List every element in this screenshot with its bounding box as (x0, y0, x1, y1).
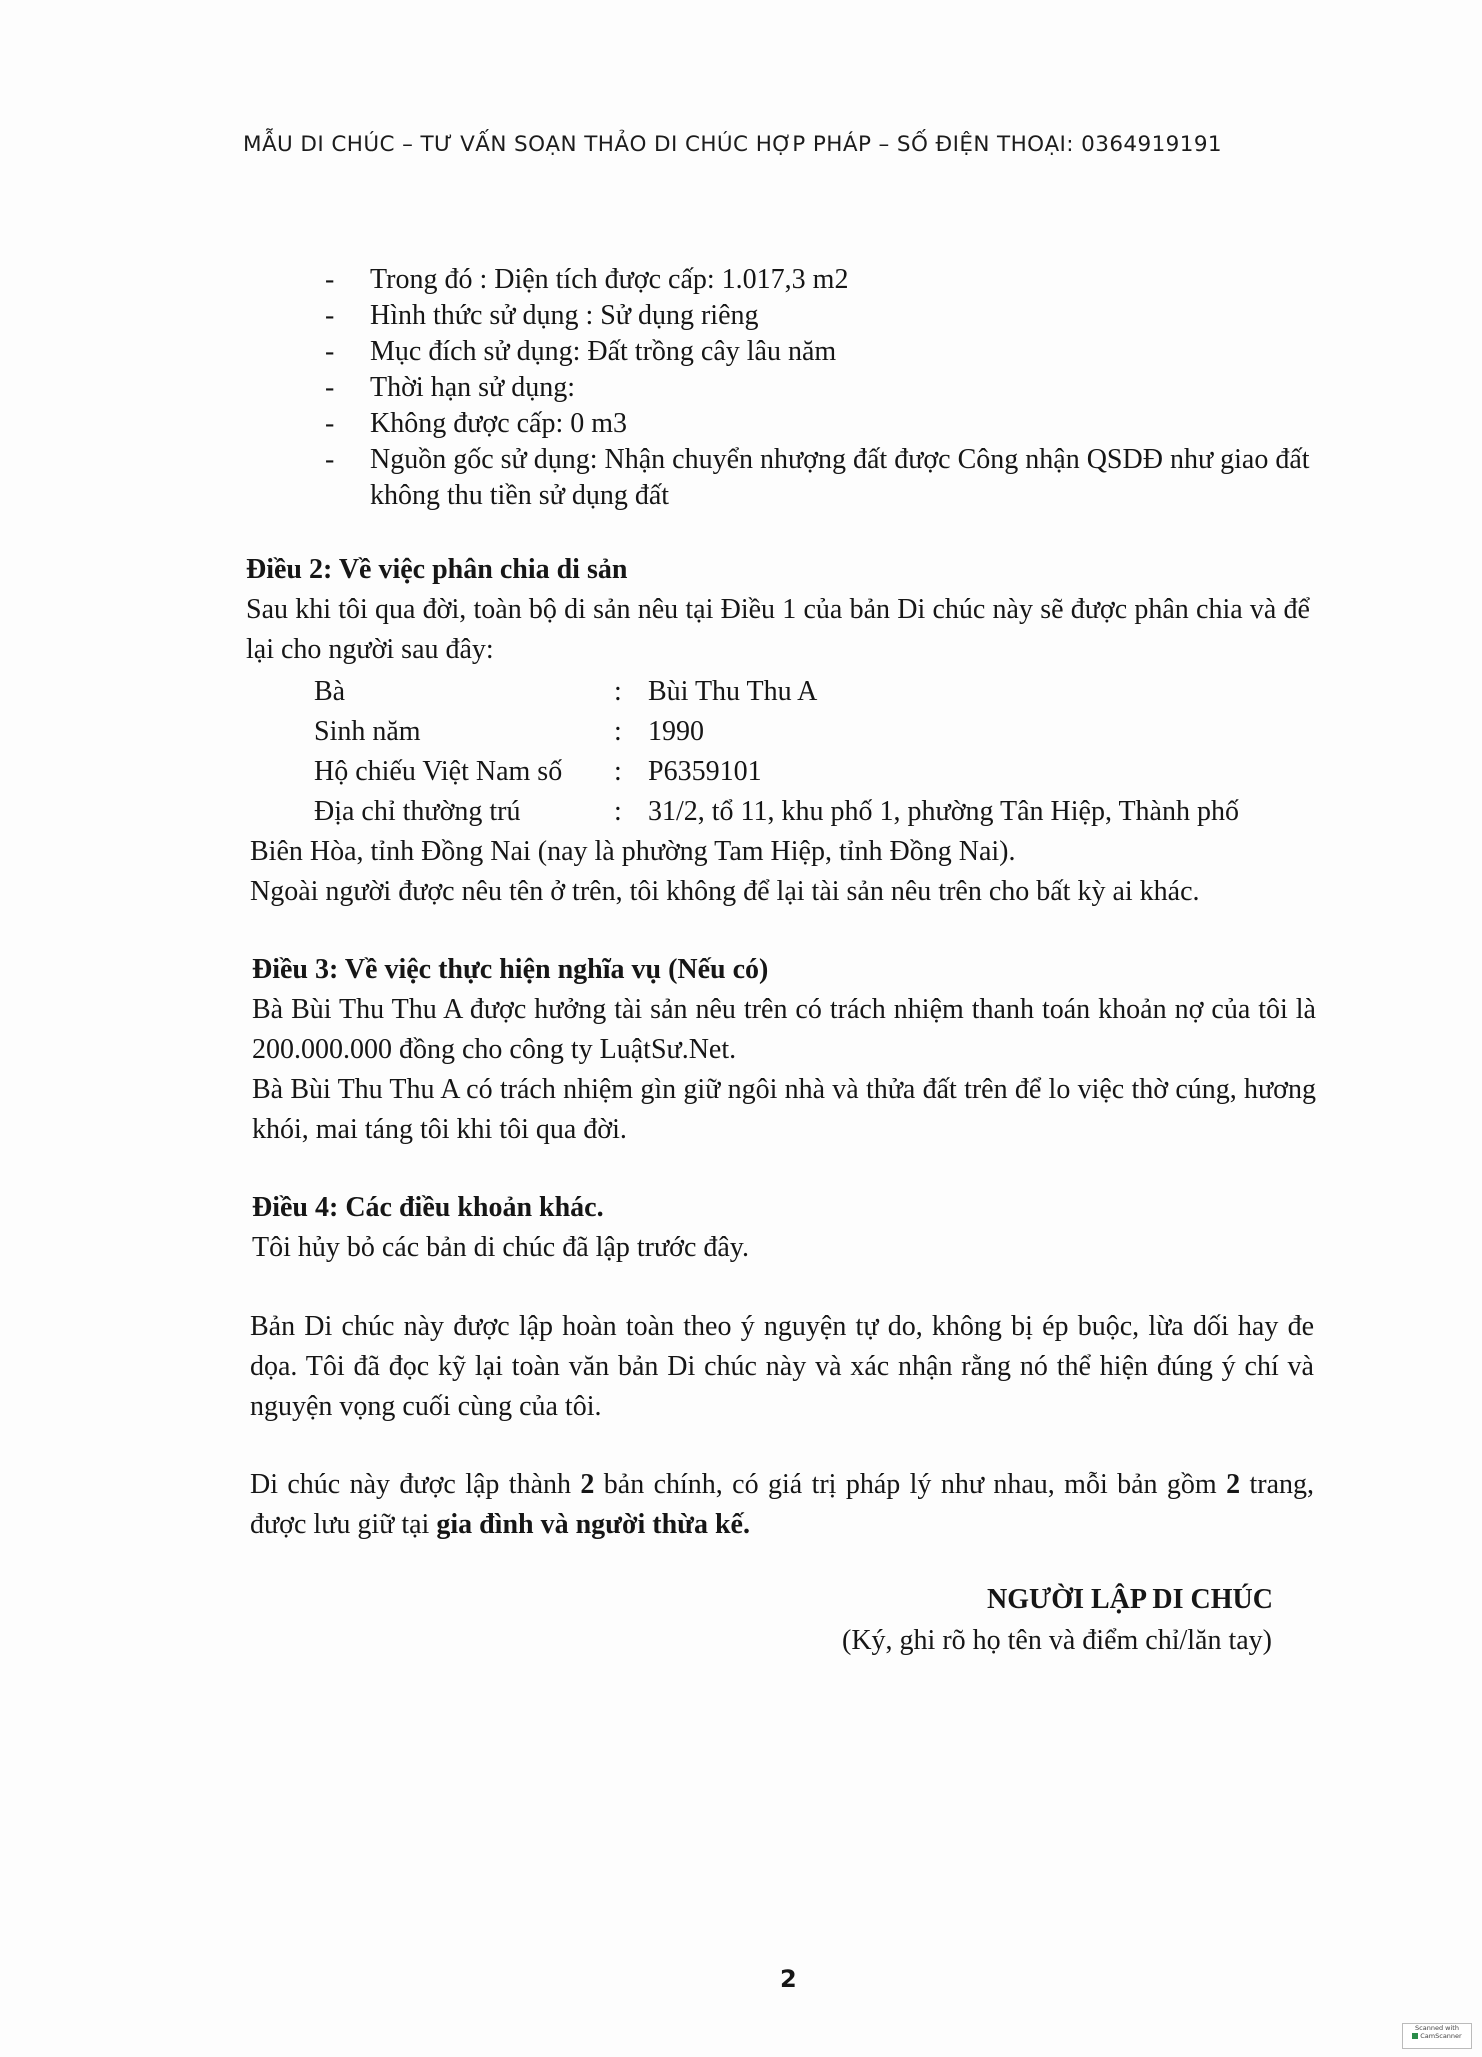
field-value-address: 31/2, tổ 11, khu phố 1, phường Tân Hiệp, Thành phố (648, 796, 1239, 827)
copies-paragraph: Di chúc này được lập thành 2 bản chính, có giá trị pháp lý như nhau, mỗi bản gồm 2 trang, được lưu giữ tại gia đình và người thừa kế. (250, 1469, 1315, 1540)
list-dash: - (325, 264, 335, 295)
pages-count: 2 (1226, 1469, 1241, 1500)
field-value-birth-year: 1990 (648, 716, 704, 747)
field-label-birth-year: Sinh năm (314, 716, 421, 747)
signature-title: NGƯỜI LẬP DI CHÚC (987, 1584, 1273, 1615)
list-dash: - (325, 372, 335, 403)
article-4-paragraph-1: Tôi hủy bỏ các bản di chúc đã lập trước đây. (252, 1232, 749, 1263)
list-item: - Không được cấp: 0 m3 (325, 406, 1315, 442)
list-dash: - (325, 408, 335, 439)
field-value-name: Bùi Thu Thu A (648, 676, 818, 707)
field-value-passport: P6359101 (648, 756, 762, 787)
field-label-passport: Hộ chiếu Việt Nam số (314, 756, 563, 787)
copy-holders: gia đình và người thừa kế. (436, 1509, 750, 1540)
copies-count: 2 (580, 1469, 595, 1500)
address-continuation: Biên Hòa, tỉnh Đồng Nai (nay là phường Tam Hiệp, tỉnh Đồng Nai). (250, 836, 1016, 867)
land-details-list (325, 262, 1315, 514)
list-dash: - (325, 336, 335, 367)
article-3-title: Điều 3: Về việc thực hiện nghĩa vụ (Nếu có) (252, 954, 769, 985)
declaration-paragraph: Bản Di chúc này được lập hoàn toàn theo ý nguyện tự do, không bị ép buộc, lừa dối hay đe dọa. Tôi đã đọc kỹ lại toàn văn bản Di chúc này và xác nhận rằng nó thể hiện đúng ý chí và nguyện vọng cuối cùng của tôi. (250, 1311, 1314, 1422)
list-item: - Hình thức sử dụng : Sử dụng riêng (325, 298, 1315, 334)
page-number: 2 (780, 1965, 797, 1993)
page-header: MẪU DI CHÚC – TƯ VẤN SOẠN THẢO DI CHÚC HỢP PHÁP – SỐ ĐIỆN THOẠI: 0364919191 (243, 132, 1222, 157)
field-label-title: Bà (314, 676, 346, 707)
signature-note: (Ký, ghi rõ họ tên và điểm chỉ/lăn tay) (842, 1625, 1272, 1656)
article-2-intro: Sau khi tôi qua đời, toàn bộ di sản nêu tại Điều 1 của bản Di chúc này sẽ được phân chia và để lại cho người sau đây: (246, 594, 1310, 665)
field-label-address: Địa chỉ thường trú (314, 796, 521, 827)
list-item: - Nguồn gốc sử dụng: Nhận chuyển nhượng đất được Công nhận QSDĐ như giao đất không thu tiền sử dụng đất (325, 444, 1310, 511)
field-colon: : (614, 676, 622, 707)
list-item: - Thời hạn sử dụng: (325, 370, 1315, 406)
field-colon: : (614, 756, 622, 787)
article-3-paragraph-1: Bà Bùi Thu Thu A được hưởng tài sản nêu trên có trách nhiệm thanh toán khoản nợ của tôi là 200.000.000 đồng cho công ty LuậtSư.Net. (252, 994, 1316, 1065)
article-3-paragraph-2: Bà Bùi Thu Thu A có trách nhiệm gìn giữ ngôi nhà và thửa đất trên để lo việc thờ cúng, hương khói, mai táng tôi khi tôi qua đời. (252, 1074, 1316, 1145)
field-colon: : (614, 716, 622, 747)
article-2-title: Điều 2: Về việc phân chia di sản (246, 554, 628, 585)
article-2-closing: Ngoài người được nêu tên ở trên, tôi không để lại tài sản nêu trên cho bất kỳ ai khác. (250, 876, 1200, 907)
camscanner-logo-icon (1412, 2033, 1418, 2039)
scanner-watermark: Scanned with CamScanner (1402, 2023, 1472, 2049)
field-colon: : (614, 796, 622, 827)
article-4-title: Điều 4: Các điều khoản khác. (252, 1192, 604, 1223)
list-dash: - (325, 444, 335, 475)
list-dash: - (325, 300, 335, 331)
list-item: - Mục đích sử dụng: Đất trồng cây lâu năm (325, 334, 1315, 370)
list-item: - Trong đó : Diện tích được cấp: 1.017,3 m2 (325, 262, 1315, 298)
